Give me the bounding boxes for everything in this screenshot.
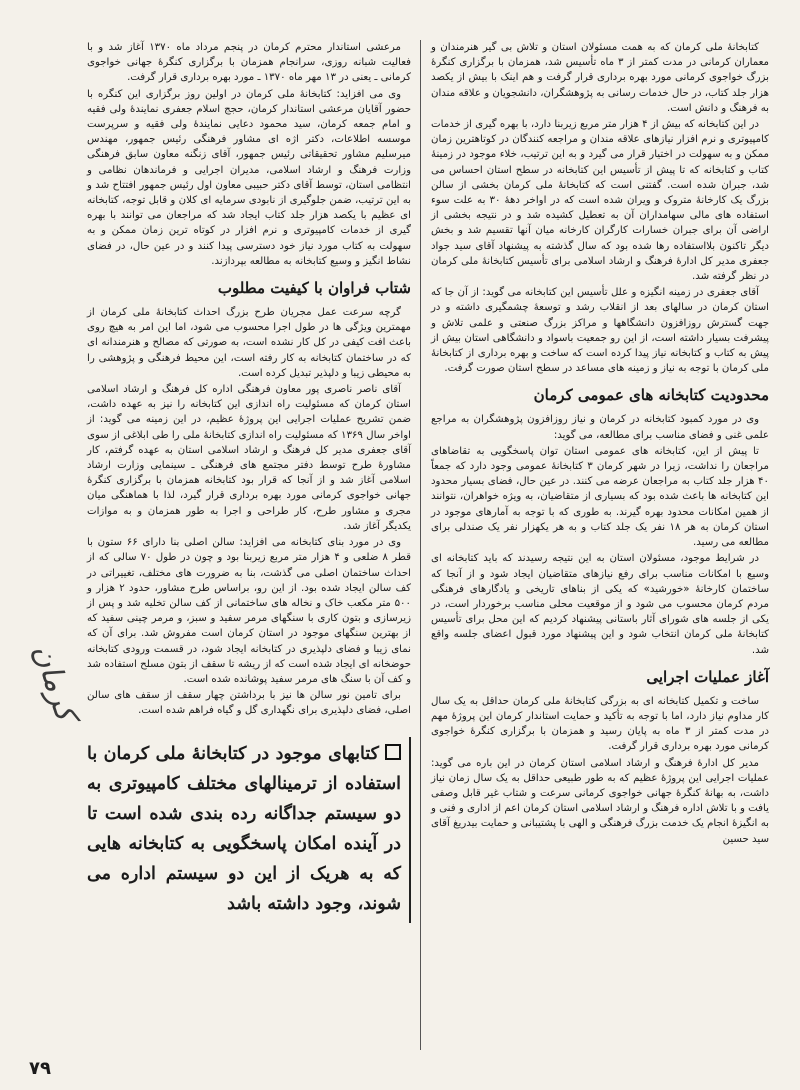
- paragraph: مدیر کل ادارهٔ فرهنگ و ارشاد اسلامی استان کرمان در این باره می گوید: عملیات اجرایی این پروژهٔ عظیم که به طور طبیعی حداقل به یک سال زمان نیاز داشت، به بهانهٔ کنگرهٔ جهانی خواجوی کرمانی سرعت و شتاب غیر قابل وصفی یافت و با تلاش اداره فرهنگ و ارشاد اسلامی استان کرمان اعم از اداری و فنی و به انگیزهٔ انجام یک خدمت بزرگ فرهنگی و الهی با پشتیبانی و حمایت بیدریغ آقای سید حسین: [432, 757, 770, 845]
- right-column: [432, 40, 770, 848]
- paragraph: تا پیش از این، کتابخانه های عمومی استان توان پاسخگویی به تقاضاهای مراجعان را نداشت، زیرا در شهر کرمان ۳ کتابخانهٔ عمومی وجود دارد که جمعاً ۴۰ هزار جلد کتاب به مراجعان عرضه می کنند. در عین حال، فضای بسیار محدود این کتابخانه ها باعث شده بود که بسیاری از متقاضیان، به ویژه خواهران، نتوانند از همین امکانات محدود بهره گیرند. به طوری که با توجه به آمارهای موجود در استان کرمان به هر ۱۸ نفر یک جلد کتاب و به هر یکهزار نفر یک صندلی برای مطالعه می رسید.: [432, 445, 770, 549]
- kerman-logo: [10, 625, 85, 750]
- section-heading: شتاب فراوان با کیفیت مطلوب: [218, 279, 412, 298]
- paragraph: در شرایط موجود، مسئولان استان به این نتیجه رسیدند که باید کتابخانه ای وسیع با امکانات مناسب برای رفع نیازهای متقاضیان ایجاد شود و از آنجا که ساختمان کارخانهٔ «خورشید» که یکی از بناهای تاریخی و یادگارهای فرهنگی مردم کرمان محسوب می شود و از موقعیت محلی مناسب برخوردار است، در یکی از جلسه های شورای آثار باستانی پیشنهاد کردیم که این محل برای تأسیس کتابخانهٔ ملی کرمان انتخاب شود و این پیشنهاد مورد قبول اعضای جلسه واقع شد.: [432, 553, 770, 656]
- paragraph: وی در مورد کمبود کتابخانه در کرمان و نیاز روزافزون پژوهشگران به مراجع علمی غنی و فضای مناسب برای مطالعه، می گوید:: [432, 414, 770, 441]
- paragraph: در این کتابخانه که بیش از ۴ هزار متر مربع زیربنا دارد، با بهره گیری از خدمات کامپیوتری و نرم افزار نیازهای علاقه مندان و مراجعه کنندگان در کوتاهترین زمان ممکن و به سهولت در اختیار قرار می گیرد و به این ترتیب، خلاء موجود در زمینهٔ کتاب و کتابخانه که تا پیش از تأسیس این کتابخانه در سطح استان احساس می شد، جبران شده است. گفتنی است که کتابخانهٔ ملی کرمان بخشی از سالن بزرگ یک کارخانهٔ متروک و ویران شده است که در اواخر دههٔ ۳۰ به علت سوء استفاده های مالی سهامداران آن به تعطیل کشیده شد و در نتیجه بخشی از اراضی آن برای جبران خسارات کارگران کارخانه میان آنها تقسیم شد و بخش دیگر تاکنون بلااستفاده رها شده بود که سال گذشته به پیشنهاد آقای سید جواد جعفری مدیر کل ادارهٔ فرهنگ و ارشاد اسلامی برای تأسیس کتابخانهٔ ملی کرمان در نظر گرفته شد.: [432, 119, 771, 283]
- section-heading: محدودیت کتابخانه های عمومی کرمان: [534, 386, 770, 405]
- pull-quote: [88, 737, 412, 923]
- column-divider: [421, 40, 422, 1050]
- paragraph: کتابخانهٔ ملی کرمان که به همت مسئولان استان و تلاش بی گیر هنرمندان و معماران کرمانی در مدت کمتر از ۳ ماه تأسیس شد، همزمان با برگزاری کنگرهٔ بزرگ خواجوی کرمانی مورد بهره برداری قرار گرفت و هم اینک با بیش از یکصد هزار جلد کتاب، در حال خدمات رسانی به پژوهشگران، دانشجویان و علاقه مندان به فرهنگ و دانش است.: [432, 42, 770, 114]
- paragraph: مرعشی استاندار محترم کرمان در پنجم مرداد ماه ۱۳۷۰ آغاز شد و با فعالیت شبانه روزی، سرانجام همزمان با برگزاری کنگرهٔ جهانی خواجوی کرمانی ـ یعنی در ۱۳ مهر ماه ۱۳۷۰ ـ مورد بهره برداری قرار گرفت.: [88, 42, 412, 84]
- page-number: ۷۹: [30, 1058, 52, 1079]
- paragraph: برای تامین نور سالن ها نیز با برداشتن چهار سقف از سقف های سالن اصلی، فضای دلپذیری برای نگهداری گل و گیاه فراهم شده است.: [88, 690, 412, 717]
- section-heading: آغاز عملیات اجرایی: [647, 667, 770, 686]
- logo-text: کرمان: [27, 640, 85, 726]
- paragraph: وی در مورد بنای کتابخانه می افزاید: سالن اصلی بنا دارای ۶۶ ستون با قطر ۸ ضلعی و ۴ هزار متر مربع زیربنا بود و چون در طول ۷۰ سالی که از احداث ساختمان اصلی می گذشت، بنا به ضرورت های مختلف، تغییراتی در کف سالن ایجاد شده بود. از این رو، براساس طرح مشاور، حدود ۲ هزار و ۵۰۰ متر مکعب خاک و نخاله های ساختمانی از کف سالن تخلیه شد و پس از زیرسازی و بتون کاری با سنگهای مرمر سفید و سبز، و مرمر چینی سفید که از بهترین سنگهای موجود در استان کرمان است مفروش شد. برای آن که نمای زیبا و فضای دلپذیری در کتابخانه ایجاد شود، در قسمت ورودی کتابخانه حوضخانه ای ایجاد شده است که از ریشه تا سقف از بتون مسلح استفاده شد و کف آن با سنگ های مرمر سفید پوشانده شده است.: [88, 537, 413, 685]
- left-column: [88, 40, 412, 923]
- paragraph: آقای جعفری در زمینه انگیزه و علل تأسیس این کتابخانه می گوید: از آن جا که استان کرمان در سالهای بعد از انقلاب رشد و توسعهٔ چشمگیری داشته و در جهت گسترش روزافزون دانشگاهها و مراکز بزرگ صنعتی و علمی تلاش و پیشرفت بسیار داشته است، از این رو جمعیت باسواد و دانشگاهی استان بیش از پیش به کتاب و کتابخانه نیاز پیدا کرده است که ساخت و بهره برداری از کتابخانهٔ ملی کرمان با توجه به نیاز و زمینه های مساعد در سطح استان صورت گرفت.: [432, 287, 770, 375]
- square-bullet-icon: [386, 744, 402, 760]
- paragraph: وی می افزاید: کتابخانهٔ ملی کرمان در اولین روز برگزاری این کنگره با حضور آقایان مرعشی استاندار کرمان، حجج اسلام جعفری نمایندهٔ ولی فقیه و امام جمعه کرمان، سید محمود دعایی نمایندهٔ ولی فقیه و سرپرست موسسه اطلاعات، دکتر اژه ای مشاور فرهنگی رئیس جمهور، مهندس میرسلیم مشاور تحقیقاتی رئیس جمهور، آقای زنگنه معاون سابق فرهنگی وزارت فرهنگ و ارشاد اسلامی، مدیران اجرایی و فرماندهان نظامی و انتظامی استان، توسط آقای دکتر حبیبی معاون اول رئیس جمهور افتتاح شد و به این ترتیب، ضمن جلوگیری از نابودی سرمایه ای کلان و قابل توجه، کتابخانه ای عظیم با یکصد هزار جلد کتاب ایجاد شد که مراجعان می توانند با بهره گیری از خدمات کامپیوتری و نرم افزار در کوتاه ترین زمان ممکن و به سهولت به کتاب مورد نیاز خود دسترسی پیدا کنند و در عین حال، در فضای نشاط انگیز و وسیع کتابخانه به مطالعه بپردازند.: [88, 88, 412, 267]
- paragraph: ساخت و تکمیل کتابخانه ای به بزرگی کتابخانهٔ ملی کرمان حداقل به یک سال کار مداوم نیاز دارد، اما با توجه به تأکید و حمایت استاندار کرمان این پروژهٔ مهم در مدت کمتر از ۳ ماه به پایان رسید و همزمان با برگزاری کنگرهٔ خواجوی کرمانی مورد بهره برداری قرار گرفت.: [432, 695, 770, 753]
- pull-quote-text: کتابهای موجود در کتابخانهٔ ملی کرمان با استفاده از ترمینالهای مختلف کامپیوتری به دو سیستم جداگانه رده بندی شده است تا در آینده امکان پاسخگویی به کتابخانه هایی که به هریک از این دو سیستم اداره می شوند، وجود داشته باشد: [88, 743, 402, 914]
- paragraph: آقای ناصر ناصری پور معاون فرهنگی اداره کل فرهنگ و ارشاد اسلامی استان کرمان که مسئولیت راه اندازی این کتابخانه را نیز به عهده داشت، ضمن تشریح عملیات اجرایی این پروژهٔ عظیم، در این زمینه می گوید: از اواخر سال ۱۳۶۹ که مسئولیت راه اندازی کتابخانهٔ ملی را طی ابلاغی از سوی آقای جعفری مدیر کل فرهنگ و ارشاد اسلامی استان به عهده گرفتم، کار مشاورهٔ طرح توسط دفتر مجتمع های فرهنگی ـ سینمایی وزارت ارشاد اسلامی آغاز شد و از آنجا که قرار بود کتابخانه همزمان با برگزاری کنگرهٔ جهانی خواجوی کرمانی مورد بهره برداری قرار گیرد، لذا با هماهنگی میان مجری و مشاور طرح، کار طراحی و اجرا به طور همزمان و به موازات یکدیگر آغاز شد.: [88, 384, 412, 532]
- paragraph: گرچه سرعت عمل مجریان طرح بزرگ احداث کتابخانهٔ ملی کرمان از مهمترین ویژگی ها در طول اجرا محسوب می شود، اما این امر به هیچ روی باعث افت کیفی در کل کار نشده است، به صورتی که مصالح و هنرمندانه ای که در ساختمان کتابخانه به کار رفته است، این محیط فرهنگی و پژوهشی را به محیطی زیبا و دلپذیر تبدیل کرده است.: [88, 307, 412, 379]
